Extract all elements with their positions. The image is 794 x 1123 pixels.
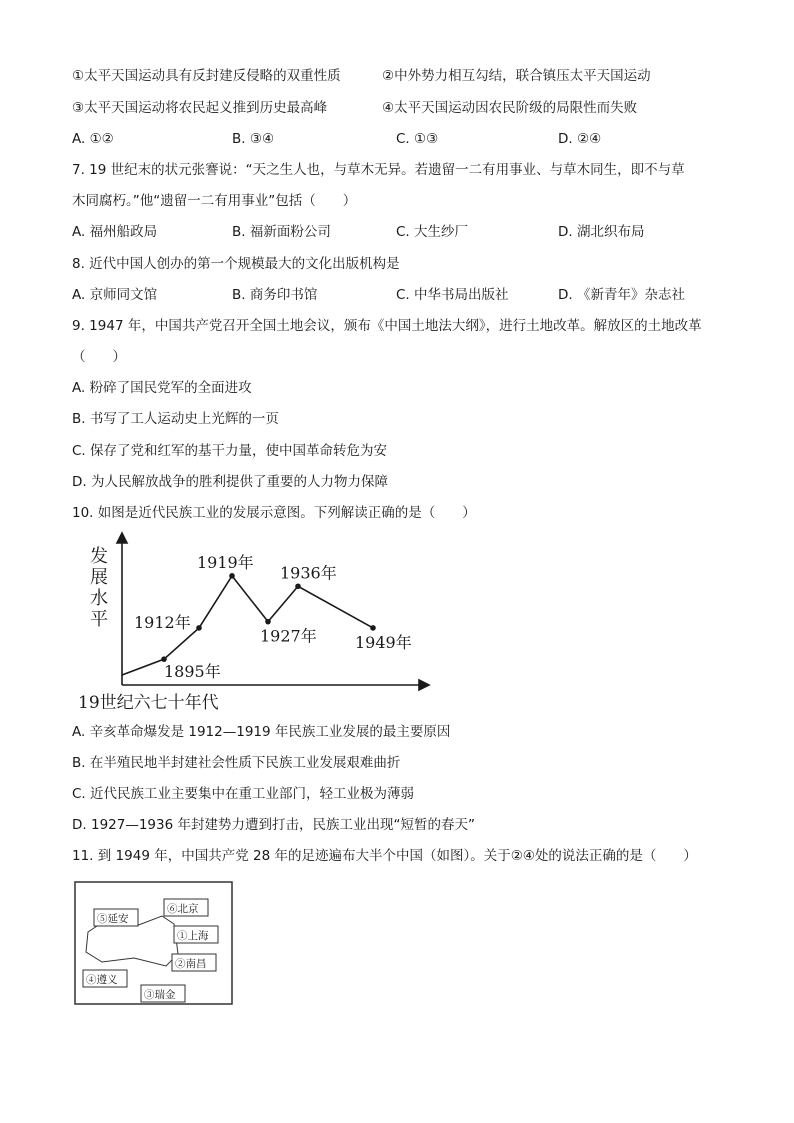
data-point-label: 1949年 xyxy=(355,632,412,652)
q6-statement-3: ③太平天国运动将农民起义推到历史最高峰 xyxy=(72,100,328,116)
y-axis-arrow xyxy=(117,533,127,543)
q10-stem: 10. 如图是近代民族工业的发展示意图。下列解读正确的是（ ） xyxy=(72,505,476,521)
q10-option-c[interactable]: C. 近代民族工业主要集中在重工业部门，轻工业极为薄弱 xyxy=(72,786,415,802)
q9-stem-line-1: 9. 1947 年，中国共产党召开全国土地会议，颁布《中国土地法大纲》，进行土地改革。解放区的土地改革 xyxy=(72,318,702,334)
q6-statement-2: ②中外势力相互勾结，联合镇压太平天国运动 xyxy=(382,68,651,84)
q9-option-a[interactable]: A. 粉碎了国民党军的全面进攻 xyxy=(72,380,252,396)
q7-option-a[interactable]: A. 福州船政局 xyxy=(72,224,158,240)
data-point xyxy=(370,625,376,631)
q8-options xyxy=(72,285,722,305)
q7-option-b[interactable]: B. 福新面粉公司 xyxy=(232,224,331,240)
y-axis-label-char: 平 xyxy=(90,609,108,630)
q8-option-c[interactable]: C. 中华书局出版社 xyxy=(396,287,509,303)
data-point xyxy=(265,619,271,625)
map-label: ⑥北京 xyxy=(167,903,199,915)
q6-statement-1: ①太平天国运动具有反封建反侵略的双重性质 xyxy=(72,68,341,84)
q6-option-b[interactable]: B. ③④ xyxy=(232,131,275,147)
route-map xyxy=(74,880,234,1006)
chart-marks xyxy=(122,553,412,681)
y-axis-label-char: 展 xyxy=(90,567,108,588)
q6-option-c[interactable]: C. ①③ xyxy=(396,131,439,147)
q6-statements-row-1 xyxy=(72,66,722,86)
q8-stem: 8. 近代中国人创办的第一个规模最大的文化出版机构是 xyxy=(72,256,400,272)
q6-options xyxy=(72,129,722,149)
q8-option-a[interactable]: A. 京师同文馆 xyxy=(72,287,158,303)
q7-option-c[interactable]: C. 大生纱厂 xyxy=(396,224,469,240)
data-point-label: 1895年 xyxy=(164,662,221,682)
q9-option-d[interactable]: D. 为人民解放战争的胜利提供了重要的人力物力保障 xyxy=(72,474,388,490)
data-point-label: 1936年 xyxy=(280,563,337,583)
q6-option-d[interactable]: D. ②④ xyxy=(558,131,602,147)
q9-stem-line-2: （ ） xyxy=(72,349,126,365)
q8-option-d[interactable]: D. 《新青年》杂志社 xyxy=(558,287,685,303)
q6-statements-row-2 xyxy=(72,98,722,118)
data-point xyxy=(196,625,202,631)
origin-label: 19世纪六七十年代 xyxy=(78,693,219,713)
q10-option-a[interactable]: A. 辛亥革命爆发是 1912—1919 年民族工业发展的最主要原因 xyxy=(72,724,451,740)
data-point-label: 1927年 xyxy=(260,626,317,646)
map-label: ③瑞金 xyxy=(144,989,176,1001)
y-axis-label xyxy=(90,546,108,630)
y-axis-label-char: 水 xyxy=(90,588,108,609)
q10-option-d[interactable]: D. 1927—1936 年封建势力遭到打击，民族工业出现“短暂的春天” xyxy=(72,817,475,833)
q7-stem-line-2: 木同腐朽。”他“遗留一二有用事业”包括（ ） xyxy=(72,193,357,209)
q10-option-b[interactable]: B. 在半殖民地半封建社会性质下民族工业发展艰难曲折 xyxy=(72,755,401,771)
map-label: ②南昌 xyxy=(175,958,207,970)
industry-development-chart xyxy=(72,530,442,715)
map-label: ④遵义 xyxy=(86,974,118,986)
map-label: ⑤延安 xyxy=(97,913,129,925)
q9-option-b[interactable]: B. 书写了工人运动史上光辉的一页 xyxy=(72,411,279,427)
q6-option-a[interactable]: A. ①② xyxy=(72,131,114,147)
q7-options xyxy=(72,222,722,242)
q7-option-d[interactable]: D. 湖北织布局 xyxy=(558,224,645,240)
map-label: ①上海 xyxy=(177,930,209,942)
y-axis-label-char: 发 xyxy=(90,546,108,567)
data-point-label: 1919年 xyxy=(197,552,254,572)
data-point-label: 1912年 xyxy=(134,612,191,632)
x-axis-arrow xyxy=(419,680,429,690)
q6-statement-4: ④太平天国运动因农民阶级的局限性而失败 xyxy=(382,100,638,116)
q9-option-c[interactable]: C. 保存了党和红军的基干力量，使中国革命转危为安 xyxy=(72,443,388,459)
q7-stem-line-1: 7. 19 世纪末的状元张謇说：“天之生人也，与草木无异。若遗留一二有用事业、与草木同生，即不与草 xyxy=(72,162,685,178)
q11-stem: 11. 到 1949 年，中国共产党 28 年的足迹遍布大半个中国（如图）。关于②④处的说法正确的是（ ） xyxy=(72,848,697,864)
data-point xyxy=(229,573,235,579)
data-point xyxy=(161,656,167,662)
q8-option-b[interactable]: B. 商务印书馆 xyxy=(232,287,318,303)
data-point xyxy=(295,583,301,589)
